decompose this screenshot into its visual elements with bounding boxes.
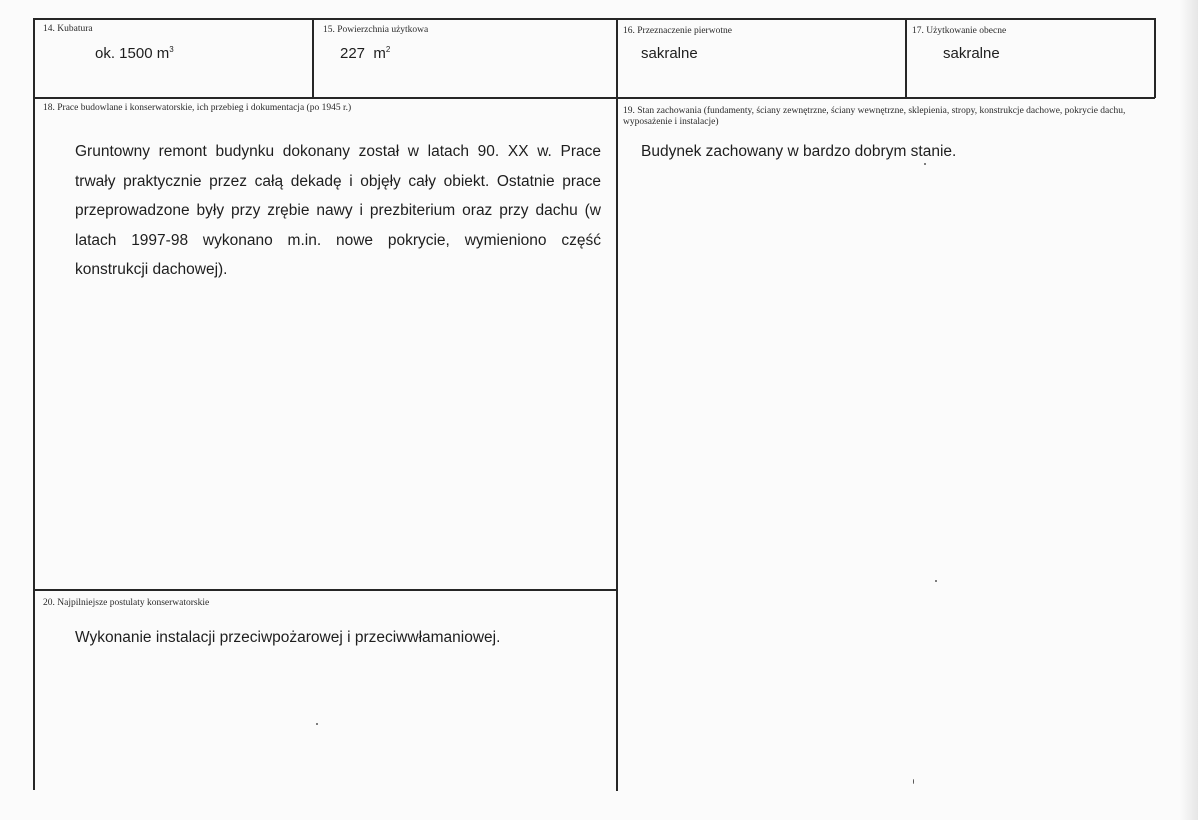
field-14-value-text: ok. 1500 m — [95, 45, 170, 62]
field-17-label: 17. Użytkowanie obecne — [912, 26, 1007, 36]
field-15-unit-sup: 2 — [385, 45, 391, 54]
field-15-label: 15. Powierzchnia użytkowa — [323, 25, 429, 35]
row1-bottom-rule — [33, 97, 1155, 99]
field-16-value: sakralne — [641, 45, 698, 62]
scan-speck — [316, 723, 318, 725]
divider-14-15 — [312, 18, 314, 98]
field-19-text: Budynek zachowany w bardzo dobrym stanie. — [641, 143, 957, 160]
form-top-rule — [33, 18, 1155, 20]
field-17-value: sakralne — [943, 45, 1000, 62]
field-18-text: Gruntowny remont budynku dokonany został w latach 90. XX w. Prace trwały praktycznie przez całą dekadę i objęły cały obiekt. Ostatnie prace przeprowadzone były przy zrębie nawy i prezbiterium oraz przy dachu (w latach 1997-98 wykonano m.in. nowe pokrycie, wymieniono część konstrukcji dachowej). — [75, 143, 601, 278]
field-18-label: 18. Prace budowlane i konserwatorskie, ich przebieg i dokumentacja (po 1945 r.) — [43, 103, 352, 113]
column-divider — [616, 97, 618, 791]
scan-speck — [924, 163, 926, 165]
field-14-unit-sup: 3 — [169, 45, 174, 54]
field-15-value — [340, 45, 390, 62]
field-20-text: Wykonanie instalacji przeciwpożarowej i przeciwwłamaniowej. — [75, 629, 501, 646]
form-right-rule — [1154, 18, 1156, 98]
field-14-value — [95, 45, 174, 62]
field-16-label: 16. Przeznaczenie pierwotne — [623, 26, 732, 36]
form-left-rule — [33, 18, 35, 790]
divider-15-16 — [616, 18, 618, 98]
scan-edge — [1180, 0, 1198, 820]
scan-speck — [935, 580, 937, 582]
field-20-label: 20. Najpilniejsze postulaty konserwatorskie — [43, 598, 210, 608]
field-19-label: 19. Stan zachowania (fundamenty, ściany zewnętrzne, ściany wewnętrzne, sklepienia, stropy, konstrukcje dachowe, pokrycie dachu, wyposażenie i instalacje) — [623, 106, 1126, 127]
divider-16-17 — [905, 18, 907, 98]
field-15-value-text: 227 m — [340, 45, 386, 62]
field-14-label: 14. Kubatura — [43, 24, 93, 34]
scan-speck — [913, 779, 914, 784]
field18-bottom-rule — [33, 589, 617, 591]
